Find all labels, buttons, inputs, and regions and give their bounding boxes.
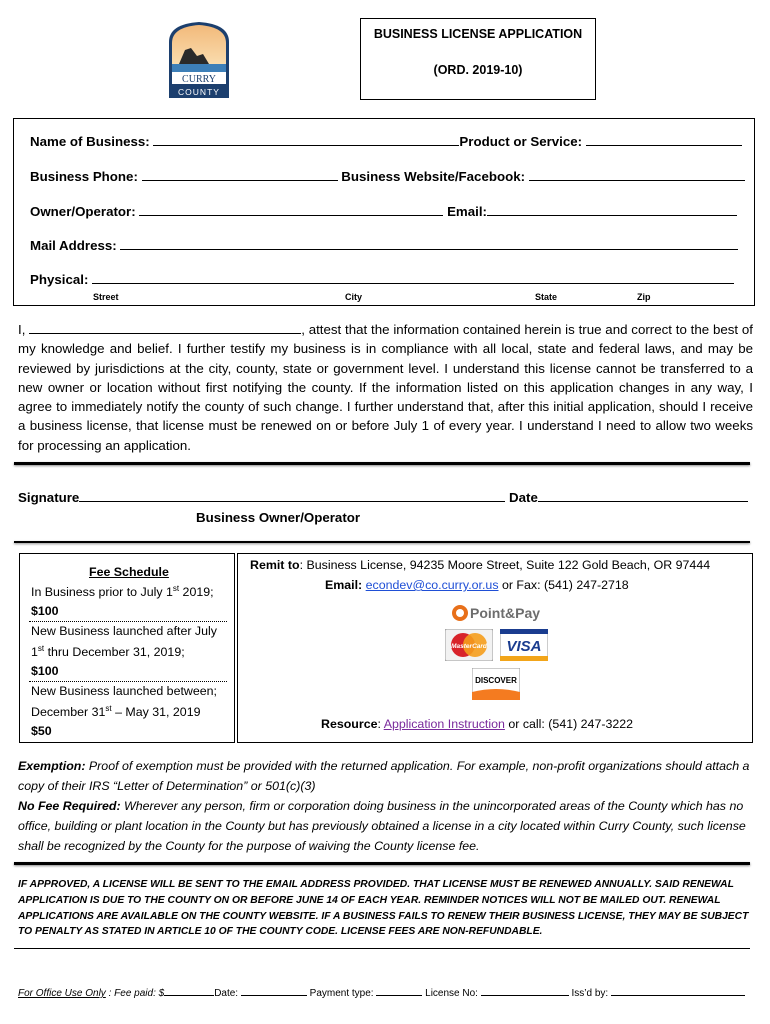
fee-line1: In Business prior to July 1st 2019; — [31, 584, 214, 600]
svg-text:CURRY: CURRY — [182, 74, 216, 85]
business-info-box — [13, 118, 755, 306]
product-label: Product or Service: — [459, 134, 583, 149]
payment-type-field[interactable] — [376, 986, 422, 996]
attest-text: , attest that the information contained herein is true and correct to the best of my knowledge and belief. I further testify my business is in compliance with all local, state and federal laws, and may be reviewed by jurisdictions at the city, county, state or government level. I understand this license cannot be transferred to a new owner or location without first notifying the county. If the information listed on this application changes in any way, I agree to immediately notify the county of such change. I further understand that, after this initial application, should I receive a business license, that license must be renewed on or before July 1 of every year. I understand I need to allow two weeks for processing an application. — [18, 322, 753, 453]
renewal-notice: IF APPROVED, A LICENSE WILL BE SENT TO THE EMAIL ADDRESS PROVIDED. THAT LICENSE MUST BE RENEWED ANNUALLY. SAID RENEWAL APPLICATION IS DUE TO THE COUNTY ON OR BEFORE JUNE 14 OF EACH YEAR. REMINDER NOTICES WILL NOT BE MAILED OUT. RENEWAL APPLICATIONS ARE AVAILABLE ON THE COUNTY WEBSITE. IF A BUSINESS FAILS TO RENEW THEIR BUSINESS LICENSE, THEY MAY BE SUBJECT TO PENALTY AS STATED IN ARTICLE 10 OF THE COUNTY CODE. LICENSE FEES ARE NON-REFUNDABLE. — [18, 879, 749, 938]
email-link[interactable]: econdev@co.curry.or.us — [365, 578, 499, 592]
visa-logo — [500, 629, 548, 664]
fee-line3: 1st thru December 31, 2019; — [31, 644, 185, 660]
row-name — [30, 132, 742, 149]
signature-row — [18, 488, 748, 505]
attest-prefix: I, — [18, 322, 26, 337]
title-line2: (ORD. 2019-10) — [433, 63, 523, 77]
row-phone — [30, 167, 745, 184]
svg-text:VISA: VISA — [506, 638, 542, 655]
date-field[interactable] — [538, 488, 748, 502]
issued-by-field[interactable] — [611, 986, 745, 996]
attestation-paragraph — [18, 320, 753, 455]
title-line1: BUSINESS LICENSE APPLICATION — [373, 27, 583, 41]
discover-logo — [472, 668, 520, 703]
email-label: Email: — [447, 204, 487, 219]
exemption-paragraph: Exemption: Proof of exemption must be provided with the returned application. For example, non-profit organizations should attach a copy of their IRS “Letter of Determination” or 501(c)(3) — [18, 759, 750, 793]
svg-text:Point&Pay: Point&Pay — [470, 605, 541, 621]
mastercard-logo — [445, 629, 493, 664]
remit-line: Remit to: Business License, 94235 Moore Street, Suite 122 Gold Beach, OR 97444 — [250, 558, 711, 572]
sub-street: Street — [93, 292, 119, 302]
title-box — [360, 18, 596, 100]
physical-label: Physical: — [30, 272, 89, 287]
divider-bottom — [14, 948, 750, 949]
sub-zip: Zip — [637, 292, 651, 302]
fee-heading: Fee Schedule — [89, 565, 169, 579]
office-date-field[interactable] — [241, 986, 307, 996]
owner-field[interactable] — [139, 202, 443, 216]
mail-field[interactable] — [120, 236, 738, 250]
fee-line5: December 31st – May 31, 2019 — [31, 704, 201, 720]
signature-field[interactable] — [79, 488, 505, 502]
fee-amount-3: $50 — [31, 724, 52, 738]
svg-text:COUNTY: COUNTY — [178, 87, 220, 97]
county-logo — [165, 20, 233, 100]
resource-line: Resource: Application Instruction or call: (541) 247-3222 — [321, 717, 634, 731]
office-use-row: For Office Use Only : Fee paid: $ Date: Payment type: License No: Iss’d by: — [18, 986, 745, 999]
email-line: Email: econdev@co.curry.or.us or Fax: (541) 247-2718 — [325, 578, 629, 592]
signature-label: Signature — [18, 490, 80, 505]
fee-paid-field[interactable] — [164, 986, 214, 996]
name-field[interactable] — [153, 132, 459, 146]
fee-dotted-1 — [29, 621, 227, 622]
fee-dotted-2 — [29, 681, 227, 682]
owner-caption: Business Owner/Operator — [196, 510, 361, 525]
date-label: Date — [509, 490, 538, 505]
product-field[interactable] — [586, 132, 742, 146]
office-label: For Office Use Only — [18, 988, 106, 999]
divider-middle — [14, 541, 750, 543]
website-label: Business Website/Facebook: — [341, 169, 526, 184]
remit-box — [237, 553, 753, 743]
phone-label: Business Phone: — [30, 169, 138, 184]
physical-field[interactable] — [92, 270, 734, 284]
sub-city: City — [345, 292, 363, 302]
attest-name-field[interactable] — [29, 321, 301, 334]
phone-field[interactable] — [142, 167, 338, 181]
sub-state: State — [535, 292, 558, 302]
fee-line4: New Business launched between; — [31, 684, 217, 698]
fee-amount-1: $100 — [31, 604, 59, 618]
pointpay-logo — [451, 602, 543, 627]
email-field[interactable] — [487, 202, 737, 216]
divider-top — [14, 462, 750, 465]
fee-line2: New Business launched after July — [31, 624, 217, 638]
no-fee-paragraph: No Fee Required: Wherever any person, firm or corporation doing business in the unincorporated areas of the County which has no office, building or plant location in the County but has previously obtained a license in a city located within Curry County, such license shall be recognized by the County for the purpose of waiving the County license fee. — [18, 799, 746, 853]
fee-schedule-box — [19, 553, 235, 743]
fee-amount-2: $100 — [31, 664, 59, 678]
row-mail — [30, 236, 738, 253]
row-physical — [30, 270, 734, 287]
license-no-field[interactable] — [481, 986, 569, 996]
application-instruction-link[interactable]: Application Instruction — [383, 717, 505, 731]
mail-label: Mail Address: — [30, 238, 117, 253]
owner-label: Owner/Operator: — [30, 204, 136, 219]
svg-text:MasterCard: MasterCard — [451, 643, 487, 650]
divider-lower — [14, 862, 750, 865]
exemption-section — [18, 756, 753, 856]
website-field[interactable] — [529, 167, 745, 181]
svg-text:DISCOVER: DISCOVER — [475, 676, 517, 685]
row-owner — [30, 202, 737, 219]
name-label: Name of Business: — [30, 134, 150, 149]
